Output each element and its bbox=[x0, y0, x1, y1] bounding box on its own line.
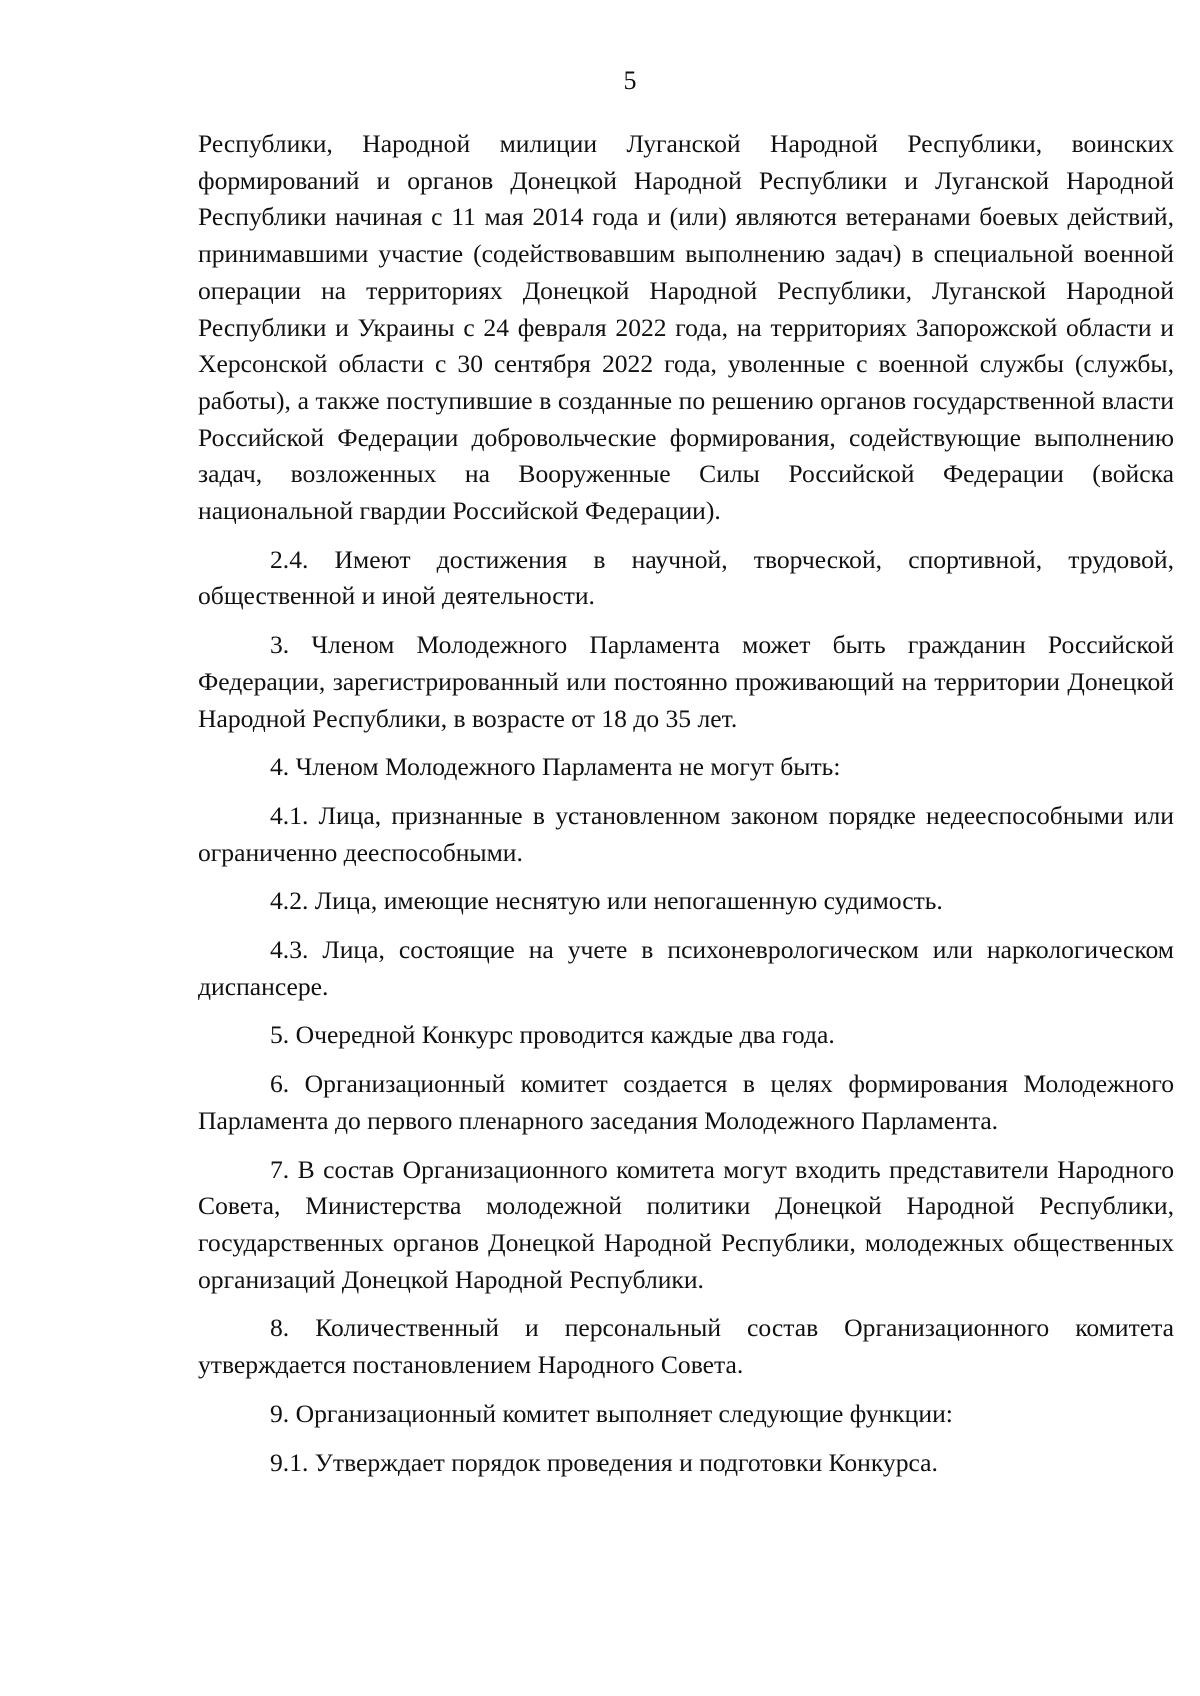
paragraph-7: 7. В состав Организационного комитета могут входить представители Народного Совета, Министерства молодежной политики Донецкой Народной Республики, государственных органов Донецкой Народной Республики, молодежных общественных организаций Донецкой Народной Республики. bbox=[198, 1154, 1174, 1294]
page-number: 5 bbox=[623, 66, 637, 95]
paragraph-9-1: 9.1. Утверждает порядок проведения и подготовки Конкурса. bbox=[270, 1447, 938, 1477]
paragraph-4: 4. Членом Молодежного Парламента не могут быть: bbox=[270, 752, 841, 782]
paragraph-8: 8. Количественный и персональный состав Организационного комитета утверждается постановлением Народного Совета. bbox=[198, 1313, 1174, 1380]
paragraph-6: 6. Организационный комитет создается в целях формирования Молодежного Парламента до первого пленарного заседания Молодежного Парламента. bbox=[198, 1069, 1174, 1135]
paragraph-4-1: 4.1. Лица, признанные в установленном законом порядке недееспособными или ограниченно дееспособными. bbox=[198, 800, 1174, 867]
document-body bbox=[198, 126, 1174, 1493]
paragraph-4-2: 4.2. Лица, имеющие неснятую или непогашенную судимость. bbox=[270, 886, 943, 916]
paragraph-3: 3. Членом Молодежного Парламента может быть гражданин Российской Федерации, зарегистрированный или постоянно проживающий на территории Донецкой Народной Республики, в возрасте от 18 до 35 лет. bbox=[198, 630, 1174, 733]
paragraph-4-3: 4.3. Лица, состоящие на учете в психоневрологическом или наркологическом диспансере. bbox=[198, 935, 1174, 1001]
paragraph-5: 5. Очередной Конкурс проводится каждые два года. bbox=[270, 1020, 835, 1050]
paragraph-continuation: Республики, Народной милиции Луганской Народной Республики, воинских формирований и органов Донецкой Народной Республики и Луганской Народной Республики начиная с 11 мая 2014 года и (или) являются ветеранами боевых действий, принимавшими участие (содействовавшим выполнению задач) в специальной военной операции на территориях Донецкой Народной Республики, Луганской Народной Республики и Украины с 24 февраля 2022 года, на территориях Запорожской области и Херсонской области с 30 сентября 2022 года, уволенные с военной службы (службы, работы), а также поступившие в созданные по решению органов государственной власти Российской Федерации добровольческие формирования, содействующие выполнению задач, возложенных на Вооруженные Силы Российской Федерации (войска национальной гвардии Российской Федерации). bbox=[198, 129, 1174, 526]
paragraph-2-4: 2.4. Имеют достижения в научной, творческой, спортивной, трудовой, общественной и иной деятельности. bbox=[198, 544, 1174, 611]
paragraph-9: 9. Организационный комитет выполняет следующие функции: bbox=[270, 1398, 953, 1428]
